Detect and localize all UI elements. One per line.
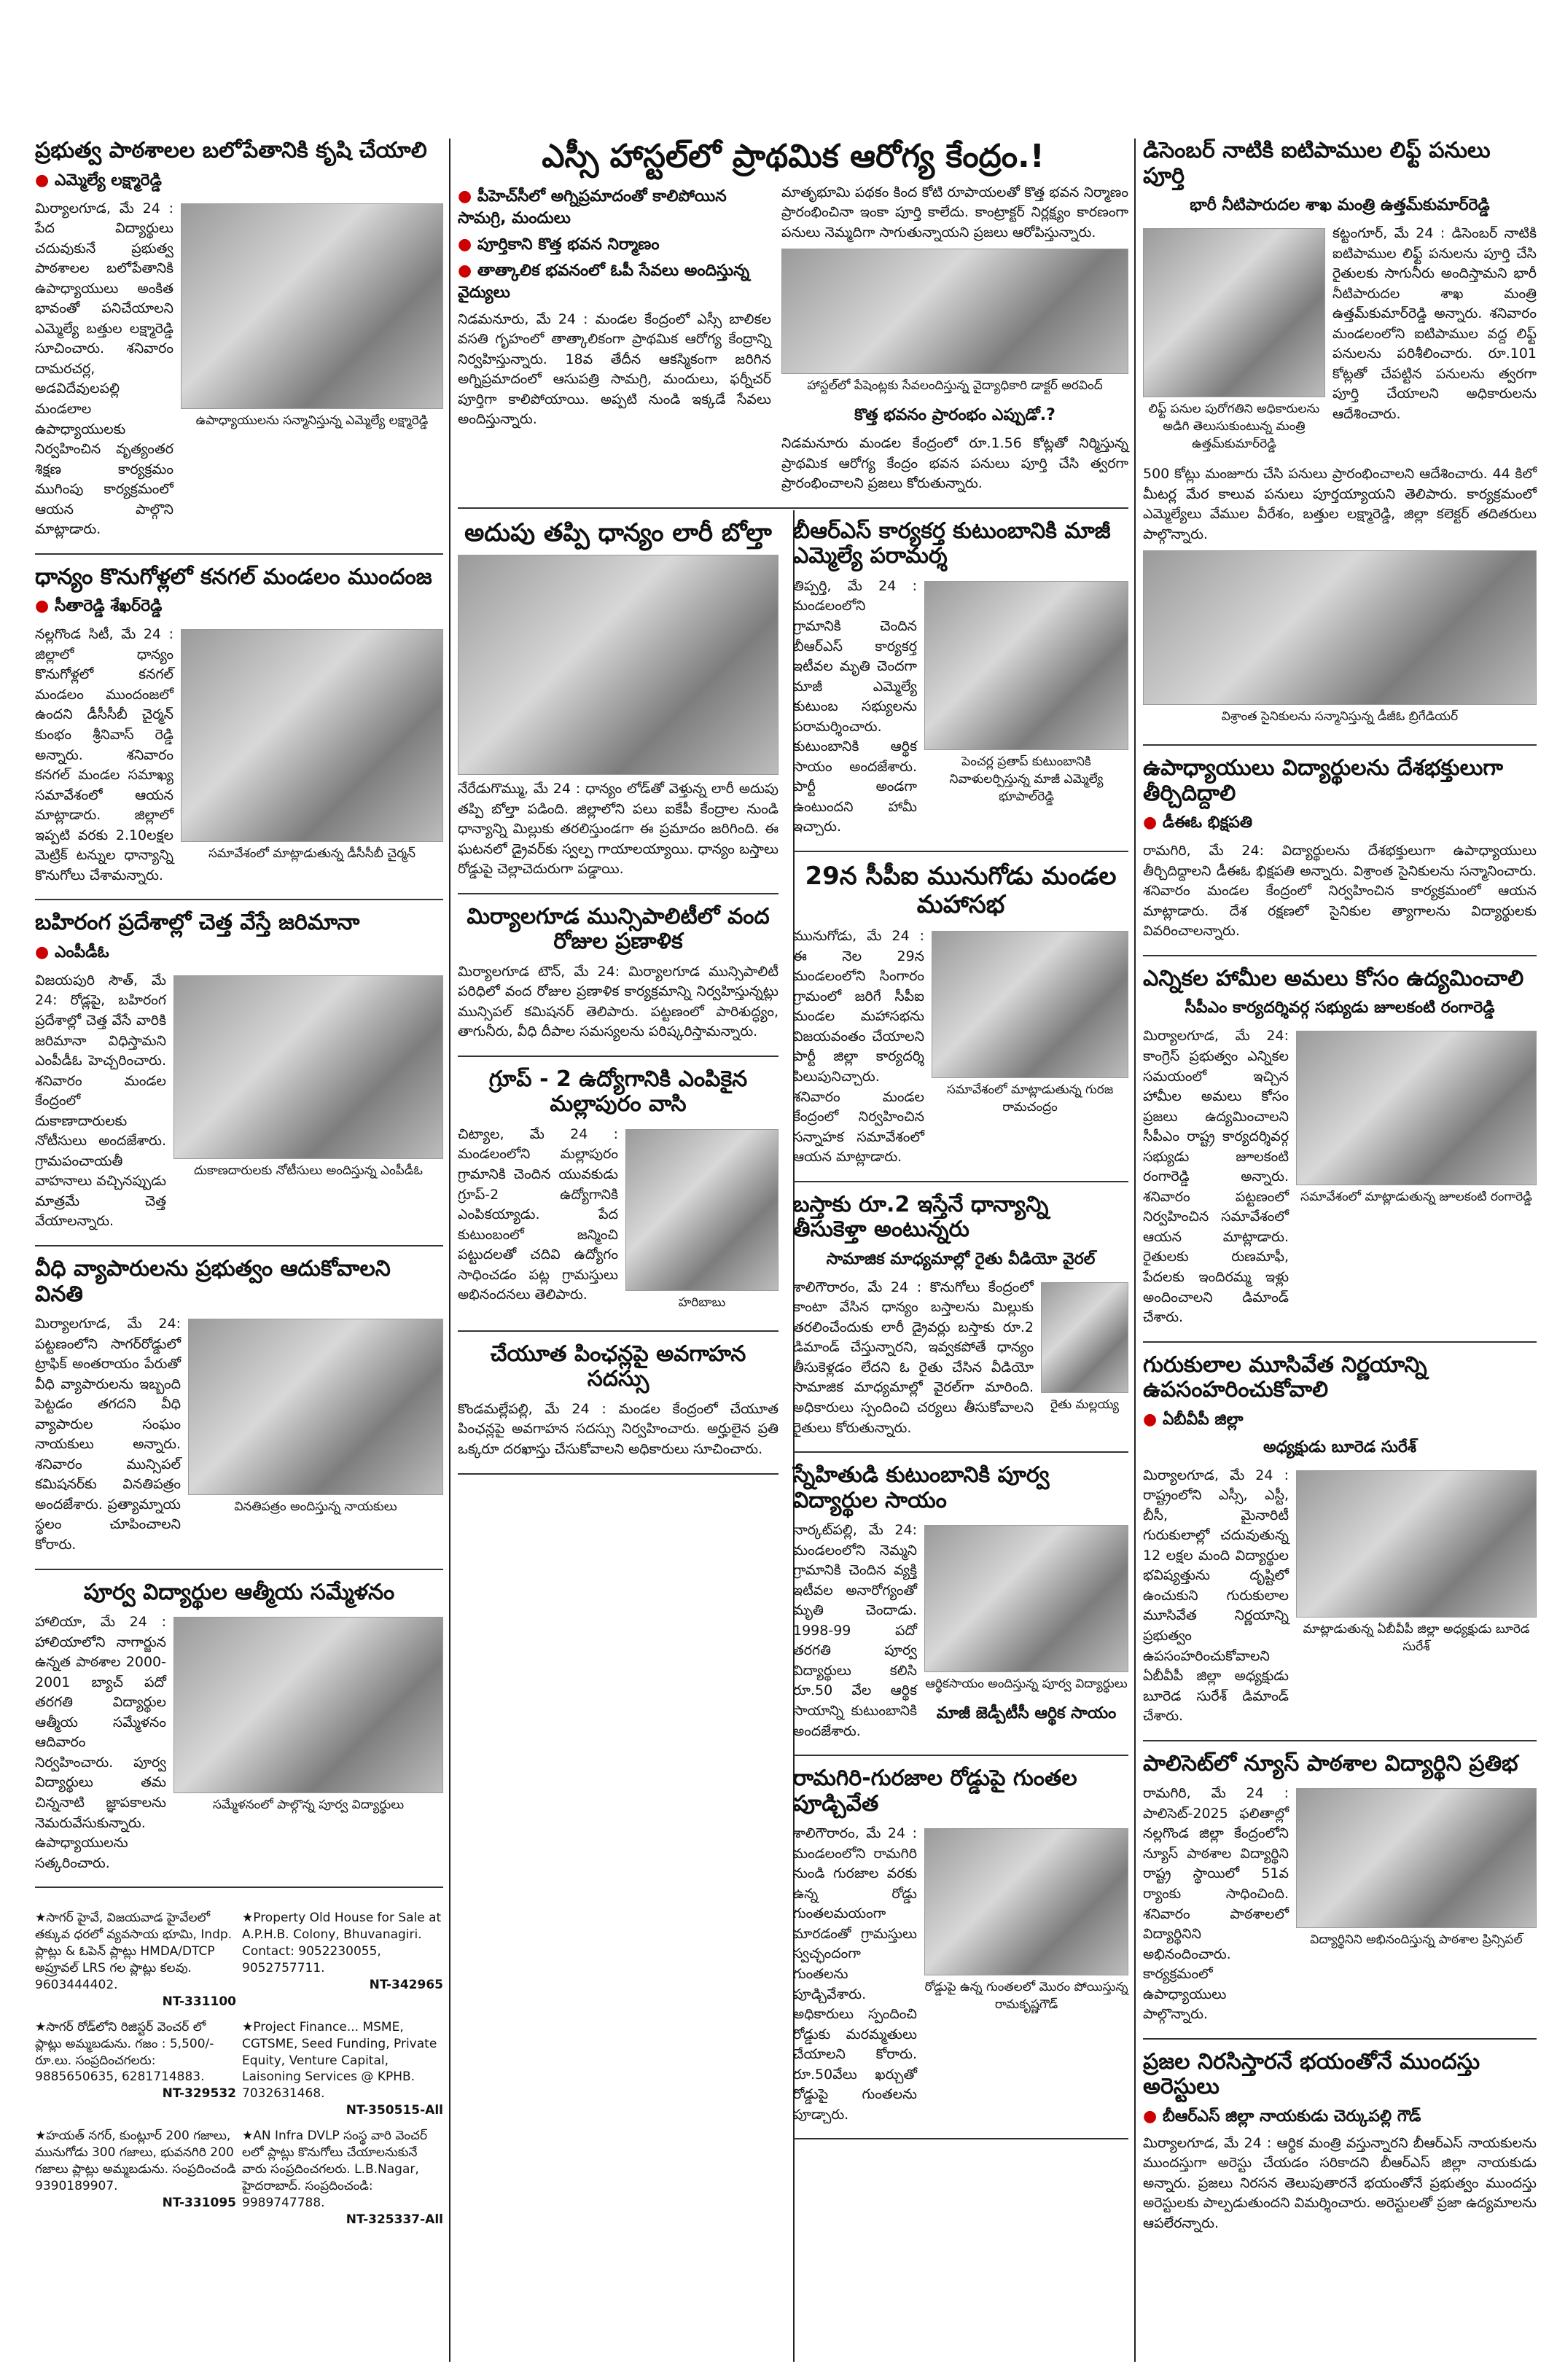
article-body: శాలిగౌరారం, మే 24 : మండలంలోని రామగిరి నుండి గురజాల వరకు ఉన్న రోడ్డు గుంతలమయంగా మారడంతో గ్రామస్తులు స్వచ్ఛందంగా గుంతలను పూడ్చివేశారు. అధికారులు స్పందించి రోడ్డుకు మరమ్మతులు చేయాలని కోరారు. రూ.50వేలు ఖర్చుతో రోడ్డుపై గుంతలను పూడ్చారు. [793,1825,917,2123]
story-brs-visit [793,519,1128,852]
photo-caption: పెంచర్ల ప్రతాప్ కుటుంబానికి నివాళులర్పిస్తున్న మాజీ ఎమ్మెల్యే భూపాల్‌రెడ్డి [949,754,1104,804]
article-body: రామగిరి, మే 24 : పాలిసెట్-2025 ఫలితాల్లో నల్లగొండ జిల్లా కేంద్రంలోని న్యూస్ పాఠశాల విద్యార్థిని రాష్ట్ర స్థాయిలో 51వ ర్యాంకు సాధించింది. శనివారం పాఠశాలలో విద్యార్థినిని అభినందించారు. కార్యక్రమంలో ఉపాధ్యాయులు పాల్గొన్నారు. [1143,1785,1289,2023]
article-body: మాతృభూమి పథకం కింద కోటి రూపాయలతో కొత్త భవన నిర్మాణం ప్రారంభించినా ఇంకా పూర్తి కాలేదు. కాంట్రాక్టర్ నిర్లక్ష్యం కారణంగా పనులు నెమ్మదిగా సాగుతున్నాయని ప్రజలు ఆరోపిస్తున్నారు. [781,184,1128,241]
column-rule-right [1134,138,1136,2362]
story-lorry-overturn [458,519,778,894]
story-alumni-help [793,1463,1128,1756]
byline: ● ఎమ్మెల్యే లక్ష్మారెడ్డి [35,171,443,193]
news-photo [1296,1470,1537,1618]
ad-text: ★Project Finance... MSME, CGTSME, Seed Funding, Private Equity, Venture Capital, Laisoning Services @ KPHB. 7032631468. [242,2019,437,2102]
story-farmer-video [793,1193,1128,1453]
story-pensions [458,1342,778,1475]
story-schools [35,138,443,555]
news-photo [181,629,443,842]
article-body: హాలియా, మే 24 : హాలియాలోని నాగార్జున ఉన్నత పాఠశాల 2000-2001 బ్యాచ్ పదో తరగతి విద్యార్థుల ఆత్మీయ సమ్మేళనం ఆదివారం నిర్వహించారు. పూర్వ విద్యార్థులు తమ చిన్ననాటి జ్ఞాపకాలను నెమరువేసుకున్నారు. ఉపాధ్యాయులను సత్కరించారు. [35,1614,166,1871]
news-photo [625,1129,778,1291]
photo-caption: ఆర్థికసాయం అందిస్తున్న పూర్వ విద్యార్థులు [925,1677,1128,1692]
byline: ● ఎంపీడీఓ [35,943,443,965]
story-alumni-meet [35,1580,443,1889]
headline: ఎన్నికల హామీల అమలు కోసం ఉద్యమించాలి [1143,965,1524,991]
subheading: సీపీఎం కార్యదర్శివర్గ సభ్యుడు జూలకంటి రంగారెడ్డి [1185,999,1495,1018]
news-photo [458,555,778,775]
story-garbage-fine [35,910,443,1246]
ad-code: NT-350515-All [346,2103,443,2118]
headline: స్నేహితుడి కుటుంబానికి పూర్వ విద్యార్థుల సాయం [793,1462,1050,1513]
headline: గురుకులాల మూసివేత నిర్ణయాన్ని ఉపసంహరించుకోవాలి [1143,1351,1427,1403]
photo-caption: రైతు మల్లయ్య [1050,1397,1120,1412]
story-election-promises [1143,967,1537,1343]
photo-caption: సమావేశంలో మాట్లాడుతున్న డీసీసీబీ చైర్మన్ [208,846,415,862]
column-center [458,138,1128,2150]
lead-headline: ఎస్సీ హాస్టల్‌లో ప్రాథమిక ఆరోగ్య కేంద్రం.! [542,138,1045,175]
story-grain [35,565,443,901]
story-municipality [458,905,778,1057]
story-polycet [1143,1752,1537,2040]
article-body: నల్లగొండ సిటీ, మే 24 : జిల్లాలో ధాన్యం కొనుగోళ్లలో కనగల్ మండలం ముందంజలో ఉందని డీసీసీబీ చైర్మన్ కుంభం శ్రీనివాస్ రెడ్డి అన్నారు. శనివారం కనగల్ మండల సమాఖ్య సమావేశంలో ఆయన మాట్లాడారు. జిల్లాలో ఇప్పటి వరకు 2.10లక్షల మెట్రిక్ టన్నుల ధాన్యాన్ని కొనుగోలు చేశామన్నారు. [35,626,173,883]
photo-caption: సమావేశంలో మాట్లాడుతున్న జూలకంటి రంగారెడ్డి [1300,1190,1532,1205]
article-body: నార్కట్‌పల్లి, మే 24: మండలంలోని నెమ్మని గ్రామానికి చెందిన వ్యక్తి ఇటీవల అనారోగ్యంతో మృతి చెందాడు. 1998-99 పదో తరగతి పూర్వ విద్యార్థులు కలిసి రూ.50 వేల ఆర్థిక సాయాన్ని కుటుంబానికి అందజేశారు. [793,1522,917,1739]
column-rule-left [449,138,450,2362]
headline: బహిరంగ ప్రదేశాల్లో చెత్త వేస్తే జరిమానా [35,910,360,936]
headline: పాలిసెట్‌లో న్యూస్ పాఠశాల విద్యార్థిని ప్రతిభ [1143,1750,1518,1776]
story-lift-irrigation [1143,138,1537,746]
headline: చేయూత పింఛన్లపై అవగాహన సదస్సు [490,1341,746,1392]
classified-ads [35,1910,443,2237]
article-body: కట్టంగూర్, మే 24 : డిసెంబర్ నాటికి ఐటిపాముల లిఫ్ట్ పనులను పూర్తి చేసి రైతులకు సాగునీరు అందిస్తామని భారీ నీటిపారుదల శాఖ మంత్రి ఉత్తమ్‌కుమార్‌రెడ్డి అన్నారు. శనివారం మండలంలోని ఐటిపాముల వద్ద లిఫ్ట్ పనులను పరిశీలించారు. రూ.101 కోట్లతో చేపట్టిన పనులను త్వరగా పూర్తి చేయాలని అధికారులను ఆదేశించారు. [1332,225,1537,422]
photo-caption: హాస్టల్‌లో పేషెంట్లకు సేవలందిస్తున్న వైద్యాధికారి డాక్టర్ అరవింద్ [807,378,1103,394]
headline: ఉపాధ్యాయులు విద్యార్థులను దేశభక్తులుగా తీర్చిదిద్దాలి [1143,755,1503,806]
article-body: నేరేడుగొమ్ము, మే 24 : ధాన్యం లోడ్‌తో వెళ్తున్న లారీ అదుపు తప్పి బోల్తా పడింది. జిల్లాలోని పలు ఐకేపీ కేంద్రాల నుండి ధాన్యాన్ని మిల్లుకు తరలిస్తుండగా ఈ ప్రమాదం జరిగింది. ఈ ఘటనలో డ్రైవర్‌కు స్వల్ప గాయాలయ్యాయి. ధాన్యం బస్తాలు రోడ్డుపై చెల్లాచెదురుగా పడ్డాయి. [458,780,778,878]
story-cpi-meeting [793,862,1128,1182]
photo-caption: రోడ్డుపై ఉన్న గుంతలలో మొరం పోయిస్తున్న రామకృష్ణగౌడ్ [924,1980,1128,2013]
news-photo [924,1525,1128,1672]
photo-caption: సమ్మేళనంలో పాల్గొన్న పూర్వ విద్యార్థులు [212,1798,405,1813]
article-body: నిడమనూరు, మే 24 : మండల కేంద్రంలో ఎస్సీ బాలికల వసతి గృహంలో తాత్కాలికంగా ప్రాథమిక ఆరోగ్య కేంద్రాన్ని నిర్వహిస్తున్నారు. 18వ తేదీన ఆకస్మికంగా జరిగిన అగ్నిప్రమాదంలో ఆసుపత్రి సామగ్రి, మందులు, ఫర్నీచర్ పూర్తిగా కాలిపోయాయి. అప్పటి నుండి ఇక్కడే సేవలు అందిస్తున్నారు. [458,311,771,428]
byline: ● ఏబీవీపీ జిల్లా [1143,1411,1537,1432]
subheading: సామాజిక మాధ్యమాల్లో రైతు వీడియో వైరల్ [826,1249,1096,1268]
subheading: ● బీఆర్ఎస్ జిల్లా నాయకుడు చెర్కుపల్లి గౌడ్ [1143,2107,1537,2129]
story-arrests [1143,2050,1537,2234]
story-street-vendors [35,1257,443,1570]
headline: ప్రభుత్వ పాఠశాలల బలోపేతానికి కృషి చేయాలి [35,138,427,163]
news-photo [1296,1031,1537,1185]
photo-caption: హరిబాబు [678,1295,726,1310]
headline: 29న సీపీఐ మునుగోడు మండల మహాసభ [805,861,1117,920]
article-body: మిర్యాలగూడ టౌన్, మే 24: మిర్యాలగూడ మున్సిపాలిటీ పరిధిలో వంద రోజుల ప్రణాళిక కార్యక్రమాన్ని నిర్వహిస్తున్నట్లు మున్సిపల్ కమిషనర్ తెలిపారు. పట్టణంలో పారిశుద్ధ్యం, తాగునీరు, వీధి దీపాల సమస్యలను పరిష్కరిస్తామన్నారు. [458,963,778,1040]
news-photo [924,581,1128,750]
ad-row [35,2128,443,2228]
photo-caption: లిఫ్ట్ పనుల పురోగతిని అధికారులను అడిగి తెలుసుకుంటున్న మంత్రి ఉత్తమ్‌కుమార్‌రెడ్డి [1148,402,1320,451]
article-body: మునుగోడు, మే 24 : ఈ నెల 29న మండలంలోని సింగారం గ్రామంలో జరిగే సీపీఐ మండల మహాసభను విజయవంతం చేయాలని పార్టీ జిల్లా కార్యదర్శి పిలుపునిచ్చారు. శనివారం మండల కేంద్రంలో నిర్వహించిన సన్నాహక సమావేశంలో ఆయన మాట్లాడారు. [793,928,924,1166]
article-body: తిప్పర్తి, మే 24 : మండలంలోని గ్రామానికి చెందిన బీఆర్ఎస్ కార్యకర్త ఇటీవల మృతి చెందగా మాజీ ఎమ్మెల్యే కుటుంబ సభ్యులను పరామర్శించారు. కుటుంబానికి ఆర్థిక సాయం అందజేశారు. పార్టీ అండగా ఉంటుందని హామీ ఇచ్చారు. [793,577,917,835]
photo-caption: విశ్రాంత సైనికులను సన్మానిస్తున్న డీజీఓ బ్రిగేడియర్ [1221,709,1459,725]
ad-row [35,2019,443,2120]
news-photo [781,249,1128,374]
news-photo [188,1319,443,1495]
photo-caption: వినతిపత్రం అందిస్తున్న నాయకులు [234,1499,397,1515]
article-body: మిర్యాలగూడ, మే 24 : పేద విద్యార్థులు చదువుకునే ప్రభుత్వ పాఠశాలల బలోపేతానికి ఉపాధ్యాయులు అంకిత భావంతో పనిచేయాలని ఎమ్మెల్యే బత్తుల లక్ష్మారెడ్డి సూచించారు. శనివారం దామరచర్ల, అడవిదేవులపల్లి మండలాల ఉపాధ్యాయులకు నిర్వహించిన వృత్యంతర శిక్షణ కార్యక్రమం ముగింపు కార్యక్రమంలో ఆయన పాల్గొని మాట్లాడారు. [35,200,173,538]
news-photo [181,203,443,409]
headline: పూర్వ విద్యార్థుల ఆత్మీయ సమ్మేళనం [83,1579,395,1605]
headline: అదుపు తప్పి ధాన్యం లారీ బోల్తా [464,518,772,547]
article-body: శాలిగౌరారం, మే 24 : కొనుగోలు కేంద్రంలో కాంటా వేసిన ధాన్యం బస్తాలను మిల్లుకు తరలించేందుకు లారీ డ్రైవర్లు బస్తాకు రూ.2 డిమాండ్ చేస్తున్నారని, ఇవ్వకపోతే ధాన్యం తీసుకెళ్లడం లేదని ఓ రైతు చేసిన వీడియో సామాజిక మాధ్యమాల్లో వైరల్‌గా మారింది. అధికారులు స్పందించి చర్యలు తీసుకోవాలని రైతులు కోరుతున్నారు. [793,1279,1034,1436]
article-body: మిర్యాలగూడ, మే 24 : ఆర్థిక మంత్రి వస్తున్నారని బీఆర్ఎస్ నాయకులను ముందస్తుగా అరెస్టు చేయడం సరికాదని బీఆర్ఎస్ జిల్లా నాయకుడు అన్నారు. ప్రజలు నిరసన తెలుపుతారనే భయంతోనే ప్రభుత్వం ముందస్తు అరెస్టులకు పాల్పడుతుందని విమర్శించారు. అరెస్టులతో ప్రజా ఉద్యమాలను ఆపలేరన్నారు. [1143,2134,1537,2231]
news-photo [1143,550,1537,705]
article-body: విజయపురి సౌత్, మే 24: రోడ్లపై, బహిరంగ ప్రదేశాల్లో చెత్త వేసే వారికి జరిమానా విధిస్తామని ఎంపీడీఓ హెచ్చరించారు. శనివారం మండల కేంద్రంలో దుకాణాదారులకు నోటీసులు అందజేశారు. గ్రామపంచాయతీ వాహనాలు వచ్చినప్పుడు మాత్రమే చెత్త వేయాలన్నారు. [35,972,166,1230]
news-photo [1296,1788,1537,1928]
photo-caption: సమావేశంలో మాట్లాడుతున్న గురజ రామచంద్రం [946,1082,1114,1115]
ad-text: ★AN Infra DVLP సంస్థ వారి వెంచర్ లలో ప్లాట్లు కొనుగోలు చేయాలనుకునే వారు సంప్రదించగలరు. L.B.Nagar, హైదరాబాద్. సంప్రదించండి: 9989747788. [242,2129,428,2210]
ad-text: ★హయత్ నగర్, కుంట్లూర్ 200 గజాలు, మునుగోడు 300 గజాలు, భువనగిరి 200 గజాలు ప్లాట్లు అమ్మబడును. సంప్రదించండి 9390189907. [35,2129,236,2194]
article-body: మిర్యాలగూడ, మే 24: పట్టణంలోని సాగర్‌రోడ్డులో ట్రాఫిక్ అంతరాయం పేరుతో వీధి వ్యాపారులను ఇబ్బంది పెట్టడం తగదని వీధి వ్యాపారుల సంఘం నాయకులు అన్నారు. శనివారం మున్సిపల్ కమిషనర్‌కు వినతిపత్రం అందజేశారు. ప్రత్యామ్నాయ స్థలం చూపించాలని కోరారు. [35,1316,181,1553]
headline: ప్రజల నిరసిస్తారనే భయంతోనే ముందస్తు అరెస్టులు [1143,2048,1480,2100]
article-body: మిర్యాలగూడ, మే 24: కాంగ్రెస్ ప్రభుత్వం ఎన్నికల సమయంలో ఇచ్చిన హామీల అమలు కోసం ప్రజలు ఉద్యమించాలని సీపీఎం రాష్ట్ర కార్యదర్శివర్గ సభ్యుడు జూలకంటి రంగారెడ్డి అన్నారు. శనివారం పట్టణంలో నిర్వహించిన సమావేశంలో ఆయన మాట్లాడారు. రైతులకు రుణమాఫీ, పేదలకు ఇందిరమ్మ ఇళ్లు అందించాలని డిమాండ్ చేశారు. [1143,1028,1289,1326]
article-body: కొండమల్లేపల్లి, మే 24 : మండల కేంద్రంలో చేయూత పింఛన్లపై అవగాహన సదస్సు నిర్వహించారు. అర్హులైన ప్రతి ఒక్కరూ దరఖాస్తు చేసుకోవాలని అధికారులు సూచించారు. [458,1400,778,1457]
photo-caption: విద్యార్థినిని అభినందిస్తున్న పాఠశాల ప్రిన్సిపల్ [1310,1932,1523,1948]
byline: ● డీఈఓ భిక్షపతి [1143,814,1537,835]
news-photo [924,1828,1128,1975]
headline: రామగిరి-గురజాల రోడ్డుపై గుంతల పూడ్చివేత [793,1766,1077,1817]
subheading: అధ్యక్షుడు బూరెడ సురేశ్ [1263,1437,1417,1456]
article-body: రామగిరి, మే 24: విద్యార్థులను దేశభక్తులుగా ఉపాధ్యాయులు తీర్చిదిద్దాలని డీఈఓ భిక్షపతి అన్నారు. విశ్రాంత సైనికులను సన్మానించారు. శనివారం మండల కేంద్రంలో నిర్వహించిన కార్యక్రమంలో ఆయన మాట్లాడారు. దేశ రక్షణలో సైనికుల త్యాగాలను విద్యార్థులకు వివరించాలన్నారు. [1143,843,1537,940]
ad-code: NT-329532 [162,2086,236,2102]
article-body: నిడమనూరు మండల కేంద్రంలో రూ.1.56 కోట్లతో నిర్మిస్తున్న ప్రాథమిక ఆరోగ్య కేంద్రం భవన పనులు పూర్తి చేసి త్వరగా ప్రారంభించాలని ప్రజలు కోరుతున్నారు. [781,435,1128,492]
headline: వీధి వ్యాపారులను ప్రభుత్వం ఆదుకోవాలని వినతి [35,1256,391,1307]
subheading: కొత్త భవనం ప్రారంభం ఎప్పుడో.? [854,406,1055,425]
article-body: 500 కోట్లు మంజూరు చేసి పనులు ప్రారంభించాలని ఆదేశించారు. 44 కిలో మీటర్ల మేర కాలువ పనులు పూర్తయ్యాయని తెలిపారు. కార్యక్రమంలో ఎమ్మెల్యేలు వేముల వీరేశం, బత్తుల లక్ష్మారెడ్డి, జిల్లా కలెక్టర్ తదితరులు పాల్గొన్నారు. [1143,466,1537,542]
subheading: మాజీ జెడ్పీటీసీ ఆర్థిక సాయం [936,1704,1117,1723]
photo-caption: మాట్లాడుతున్న ఏబీవీపీ జిల్లా అధ్యక్షుడు బూరెడ సురేశ్ [1303,1621,1530,1654]
news-photo [932,931,1128,1078]
news-photo [173,975,443,1159]
headline: ధాన్యం కొనుగోళ్లలో కనగల్ మండలం ముందంజ [35,563,432,590]
photo-caption: దుకాణదారులకు నోటీసులు అందిస్తున్న ఎంపీడీఓ [194,1163,423,1178]
ad-code: NT-325337-All [346,2212,443,2227]
headline: గ్రూప్ - 2 ఉద్యోగానికి ఎంపికైన మల్లాపురం వాసి [488,1066,748,1117]
article-body: చిట్యాల, మే 24 : మండలంలోని మల్లాపురం గ్రామానికి చెందిన యువకుడు గ్రూప్-2 ఉద్యోగానికి ఎంపికయ్యాడు. పేద కుటుంబంలో జన్మించి పట్టుదలతో చదివి ఉద్యోగం సాధించడం పట్ల గ్రామస్తులు అభినందనలు తెలిపారు. [458,1125,618,1303]
story-group2 [458,1067,778,1332]
ad-text: ★సాగర్ హైవే, విజయవాడ హైవేలలో తక్కువ ధరలో వ్యవసాయ భూమి, Indp. ప్లాట్లు & ఓపెన్ ప్లాట్లు HMDA/DTCP అప్రూవల్ LRS గల ప్లాట్లు కలవు. 9603444402. [35,1911,233,1992]
byline: ● సీతారెడ్డి శేఖర్‌రెడ్డి [35,597,443,619]
headline: మిర్యాలగూడ మున్సిపాలిటీలో వంద రోజుల ప్రణాళిక [467,903,770,955]
ad-code: NT-342965 [369,1977,443,1992]
highlight-point: ● తాత్కాలిక భవనంలో ఓపీ సేవలు అందిస్తున్న వైద్యులు [458,262,771,305]
ad-text: ★Property Old House for Sale at A.P.H.B. Colony, Bhuvanagiri. Contact: 9052230055, 9052757711. [242,1911,442,1975]
highlight-point: ● పీహెచ్‌సీలో అగ్నిప్రమాదంతో కాలిపోయిన సామగ్రి, మందులు [458,187,771,231]
column-right [1143,138,1537,2240]
news-photo [173,1617,443,1793]
ad-code: NT-331095 [162,2196,236,2210]
story-patriotism [1143,756,1537,956]
headline: బస్తాకు రూ.2 ఇస్తేనే ధాన్యాన్ని తీసుకెళ్తా అంటున్నరు [793,1191,1049,1243]
headline: బీఆర్ఎస్ కార్యకర్త కుటుంబానికి మాజీ ఎమ్మెల్యే పరామర్శ [793,518,1111,569]
news-photo [1143,228,1325,397]
ad-text: ★సాగర్ రోడ్‌లోని రిజిస్టర్ వెంచర్ లో ప్లాట్లు అమ్మబడును. గజం : 5,500/- రూ.లు. సంప్రదించగలరు: 9885650635, 6281714883. [35,2019,214,2085]
story-road-potholes [793,1766,1128,2139]
photo-caption: ఉపాధ్యాయులను సన్మానిస్తున్న ఎమ్మెల్యే లక్ష్మారెడ్డి [195,413,429,428]
news-photo [1041,1282,1128,1393]
subheading: భారీ నీటిపారుదల శాఖ మంత్రి ఉత్తమ్‌కుమార్‌రెడ్డి [1190,196,1490,214]
headline: డిసెంబర్ నాటికి ఐటిపాముల లిఫ్ట్ పనులు పూర్తి [1143,138,1491,189]
ad-row [35,1910,443,2010]
column-left [35,138,443,1898]
highlight-point: ● పూర్తికాని కొత్త భవన నిర్మాణం [458,235,771,257]
story-lead-phc [458,138,1128,509]
article-body: మిర్యాలగూడ, మే 24 : రాష్ట్రంలోని ఎస్సీ, ఎస్టీ, బీసీ, మైనారిటీ గురుకులాల్లో చదువుతున్న 12 లక్షల మంది విద్యార్థుల భవిష్యత్తును దృష్టిలో ఉంచుకుని గురుకులాల మూసివేత నిర్ణయాన్ని ప్రభుత్వం ఉపసంహరించుకోవాలని ఏబీవీపీ జిల్లా అధ్యక్షుడు బూరెడ సురేశ్ డిమాండ్ చేశారు. [1143,1467,1289,1725]
ad-code: NT-331100 [162,1994,236,2009]
story-gurukul [1143,1353,1537,1741]
